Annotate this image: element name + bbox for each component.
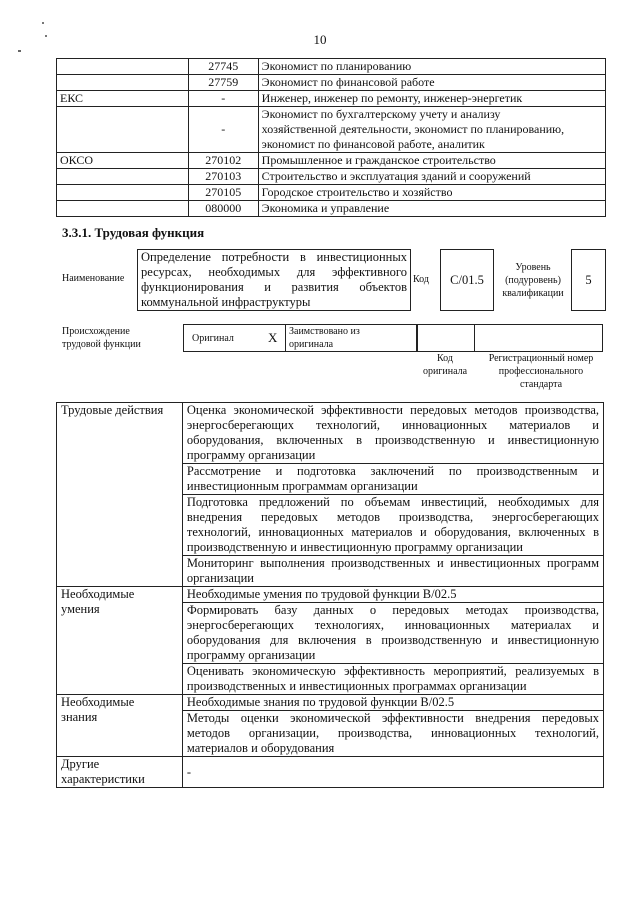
table-row bbox=[57, 59, 606, 75]
group-cell bbox=[57, 75, 189, 91]
table-row bbox=[57, 91, 606, 107]
scan-speck bbox=[18, 50, 21, 52]
code-cell: 080000 bbox=[188, 201, 258, 217]
registration-number-cell bbox=[474, 324, 603, 352]
name-cell: Строительство и эксплуатация зданий и сооружений bbox=[258, 169, 605, 185]
label-cell: Необходимые умения bbox=[57, 587, 183, 695]
table-row bbox=[57, 75, 606, 91]
label-cell: Необходимые знания bbox=[57, 695, 183, 757]
content-cell: Формировать базу данных о передовых методах производства, энергосберегающих технологиях, инновационных материалах и оборудования для включения в производственную и инвестиционную программу организации bbox=[182, 603, 603, 664]
table-row bbox=[57, 695, 604, 711]
code-cell: 270103 bbox=[188, 169, 258, 185]
name-cell: Экономика и управление bbox=[258, 201, 605, 217]
label-cell: Другие характеристики bbox=[57, 757, 183, 788]
table-row bbox=[57, 587, 604, 603]
content-cell: Методы оценки экономической эффективности внедрения передовых методов организации, производства, инновационных технологий, материалов и оборудования bbox=[182, 711, 603, 757]
origin-row bbox=[183, 324, 602, 352]
original-cell: Оригинал X bbox=[183, 324, 286, 352]
name-cell: Промышленное и гражданское строительство bbox=[258, 153, 605, 169]
group-cell bbox=[57, 59, 189, 75]
name-cell: Экономист по финансовой работе bbox=[258, 75, 605, 91]
code-cell: 27745 bbox=[188, 59, 258, 75]
label-cell: Трудовые действия bbox=[57, 403, 183, 587]
name-cell: Инженер, инженер по ремонту, инженер-энергетик bbox=[258, 91, 605, 107]
borrowed-cell: Заимствовано из оригинала bbox=[285, 324, 418, 352]
page-number: 10 bbox=[313, 32, 327, 47]
code-cell: 270105 bbox=[188, 185, 258, 201]
code-cell: - bbox=[188, 91, 258, 107]
group-cell bbox=[57, 169, 189, 185]
original-code-cell bbox=[416, 324, 475, 352]
classification-table bbox=[56, 58, 606, 217]
original-mark: X bbox=[268, 330, 278, 345]
code-cell: - bbox=[188, 107, 258, 153]
group-cell bbox=[57, 185, 189, 201]
origin-label: Происхождение трудовой функции bbox=[62, 326, 141, 350]
name-cell: Городское строительство и хозяйство bbox=[258, 185, 605, 201]
table-row bbox=[57, 757, 604, 788]
details-table bbox=[56, 402, 604, 788]
name-label: Наименование bbox=[62, 273, 125, 284]
original-code-caption: Код оригинала bbox=[422, 353, 468, 377]
scan-speck bbox=[42, 22, 44, 24]
registration-number-caption: Регистрационный номер профессионального стандарта bbox=[488, 353, 594, 390]
table-row bbox=[57, 201, 606, 217]
level-label: Уровень (подуровень) квалификации bbox=[502, 262, 564, 299]
group-cell: ОКСО bbox=[57, 153, 189, 169]
group-cell: ЕКС bbox=[57, 91, 189, 107]
content-cell: - bbox=[182, 757, 603, 788]
content-cell: Необходимые знания по трудовой функции B/02.5 bbox=[182, 695, 603, 711]
table-row bbox=[57, 153, 606, 169]
table-row bbox=[57, 107, 606, 153]
name-cell: Экономист по планированию bbox=[258, 59, 605, 75]
content-cell: Оценка экономической эффективности передовых методов производства, энергосберегающих технологий, инновационных материалов и оборудования, включенных в производственную и инвестиционную программу организации bbox=[182, 403, 603, 464]
table-row bbox=[57, 185, 606, 201]
content-cell: Подготовка предложений по объемам инвестиций, необходимых для внедрения передовых методов производства, энергосберегающих технологий, инновационных материалов и оборудования, включенных в производственную и инвестиционную программу организации bbox=[182, 495, 603, 556]
name-cell: Экономист по бухгалтерскому учету и анализу хозяйственной деятельности, экономист по планированию, экономист по финансовой работе, аналитик bbox=[258, 107, 605, 153]
code-value-box: C/01.5 bbox=[440, 249, 494, 311]
content-cell: Мониторинг выполнения производственных и инвестиционных программ организации bbox=[182, 556, 603, 587]
table-row bbox=[57, 169, 606, 185]
content-cell: Рассмотрение и подготовка заключений по производственным и инвестиционным программам организации bbox=[182, 464, 603, 495]
group-cell bbox=[57, 201, 189, 217]
function-name-box: Определение потребности в инвестиционных ресурсах, необходимых для эффективного функционирования и развития объектов коммунальной инфраструктуры bbox=[137, 249, 411, 311]
code-cell: 270102 bbox=[188, 153, 258, 169]
section-title: 3.3.1. Трудовая функция bbox=[62, 225, 205, 240]
group-cell bbox=[57, 107, 189, 153]
code-label: Код bbox=[413, 274, 429, 285]
level-value-box: 5 bbox=[571, 249, 606, 311]
table-row bbox=[57, 403, 604, 464]
content-cell: Оценивать экономическую эффективность мероприятий, реализуемых в производственных и инвестиционных программах организации bbox=[182, 664, 603, 695]
content-cell: Необходимые умения по трудовой функции B/02.5 bbox=[182, 587, 603, 603]
code-cell: 27759 bbox=[188, 75, 258, 91]
